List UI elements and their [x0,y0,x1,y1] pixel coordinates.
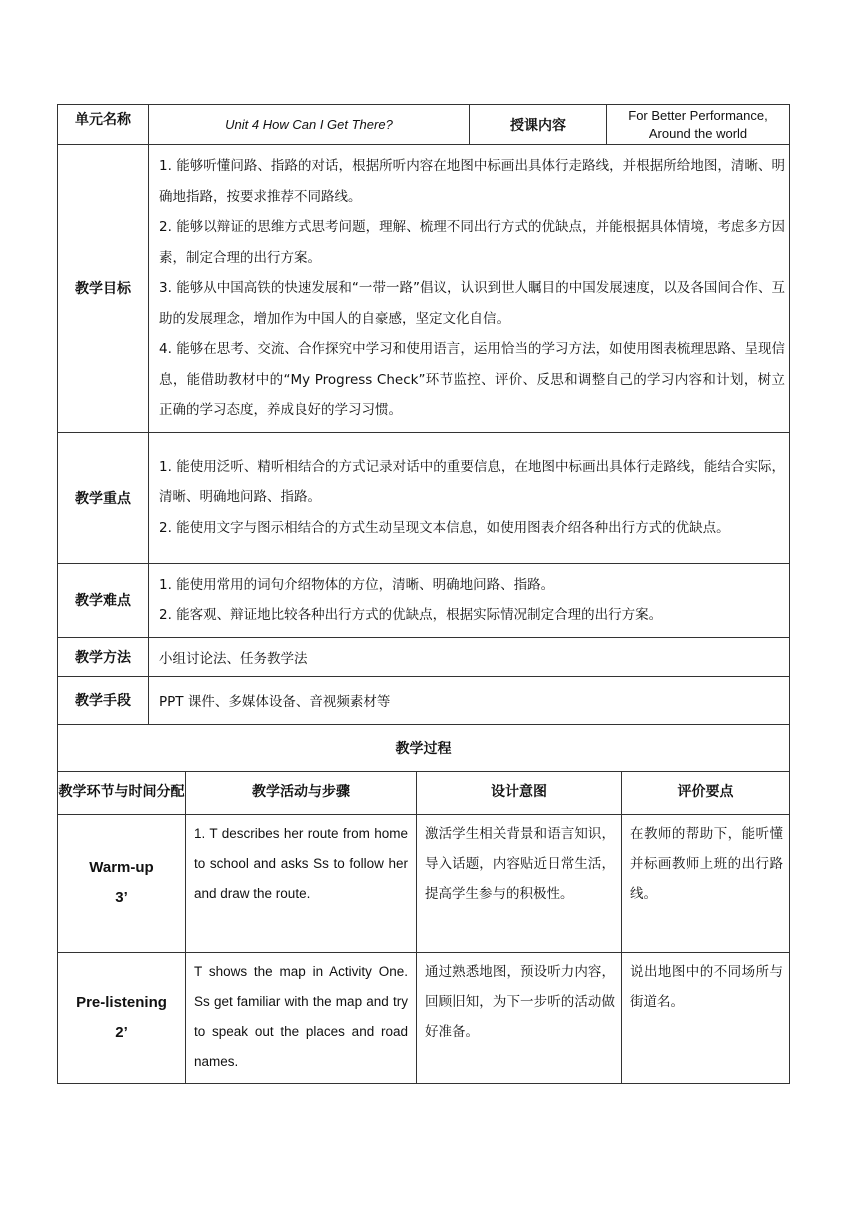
stage-time: 2’ [115,1023,128,1041]
process-title: 教学过程 [58,724,790,771]
objectives-row [58,145,790,433]
stage-cell [58,814,186,952]
lesson-info-table [57,104,790,772]
objective-item: 1. 能够听懂问路、指路的对话，根据所听内容在地图中标画出具体行走路线，并根据所给地图，清晰、明确地指路，按要求推荐不同路线。 [159,158,785,205]
difficulties-content [149,563,790,637]
difficulties-row [58,563,790,637]
objectives-content [149,145,790,433]
unit-label: 单元名称 [58,105,149,145]
table-row [58,952,790,1083]
activity-cell: T shows the map in Activity One. Ss get familiar with the map and try to speak out the places and road names. [186,952,417,1083]
intent-cell: 激活学生相关背景和语言知识，导入话题，内容贴近日常生活，提高学生参与的积极性。 [417,814,622,952]
objective-item: 4. 能够在思考、交流、合作探究中学习和使用语言，运用恰当的学习方法，如使用图表梳理思路、呈现信息，能借助教材中的“My Progress Check”环节监控、评价、反思和调整自己的学习内容和计划，树立正确的学习态度，养成良好的学习习惯。 [159,341,785,418]
key-points-row [58,432,790,563]
methods-row [58,637,790,676]
process-header-row [58,771,790,814]
lesson-plan-page [57,104,789,1084]
stage-cell [58,952,186,1083]
stage-name: Warm-up [89,859,154,876]
means-row [58,676,790,724]
course-content [607,105,790,145]
activity-cell: 1. T describes her route from home to school and asks Ss to follow her and draw the route. [186,814,417,952]
unit-row [58,105,790,145]
objectives-label: 教学目标 [58,145,149,433]
process-title-row [58,724,790,771]
process-table [57,771,790,1084]
course-content-line1: For Better Performance, [628,107,768,123]
difficulty-item: 1. 能使用常用的词句介绍物体的方位，清晰、明确地问路、指路。 [159,576,555,593]
key-point-item: 1. 能使用泛听、精听相结合的方式记录对话中的重要信息，在地图中标画出具体行走路线，能结合实际，清晰、明确地问路、指路。 [159,458,785,506]
methods-label: 教学方法 [58,637,149,676]
stage-name: Pre-listening [76,993,167,1011]
evaluation-cell: 在教师的帮助下，能听懂并标画教师上班的出行路线。 [622,814,790,952]
means-value: PPT 课件、多媒体设备、音视频素材等 [149,676,790,724]
column-header-activity: 教学活动与步骤 [186,771,417,814]
unit-name: Unit 4 How Can I Get There? [149,105,470,145]
intent-cell: 通过熟悉地图，预设听力内容，回顾旧知，为下一步听的活动做好准备。 [417,952,622,1083]
key-points-content [149,432,790,563]
key-point-item: 2. 能使用文字与图示相结合的方式生动呈现文本信息，如使用图表介绍各种出行方式的优缺点。 [159,519,730,536]
difficulties-label: 教学难点 [58,563,149,637]
column-header-evaluation: 评价要点 [622,771,790,814]
means-label: 教学手段 [58,676,149,724]
table-row [58,814,790,952]
difficulty-item: 2. 能客观、辩证地比较各种出行方式的优缺点，根据实际情况制定合理的出行方案。 [159,607,663,623]
objective-item: 3. 能够从中国高铁的快速发展和“一带一路”倡议，认识到世人瞩目的中国发展速度，以及各国间合作、互助的发展理念，增加作为中国人的自豪感，坚定文化自信。 [159,280,785,327]
key-points-label: 教学重点 [58,432,149,563]
column-header-intent: 设计意图 [417,771,622,814]
course-label: 授课内容 [470,105,607,145]
course-content-line2: Around the world [648,125,748,141]
column-header-stage: 教学环节与时间分配 [58,771,186,814]
objective-item: 2. 能够以辩证的思维方式思考问题，理解、梳理不同出行方式的优缺点，并能根据具体情境，考虑多方因素，制定合理的出行方案。 [159,219,785,266]
methods-value: 小组讨论法、任务教学法 [149,637,790,676]
evaluation-cell: 说出地图中的不同场所与街道名。 [622,952,790,1083]
stage-time: 3’ [115,889,128,906]
